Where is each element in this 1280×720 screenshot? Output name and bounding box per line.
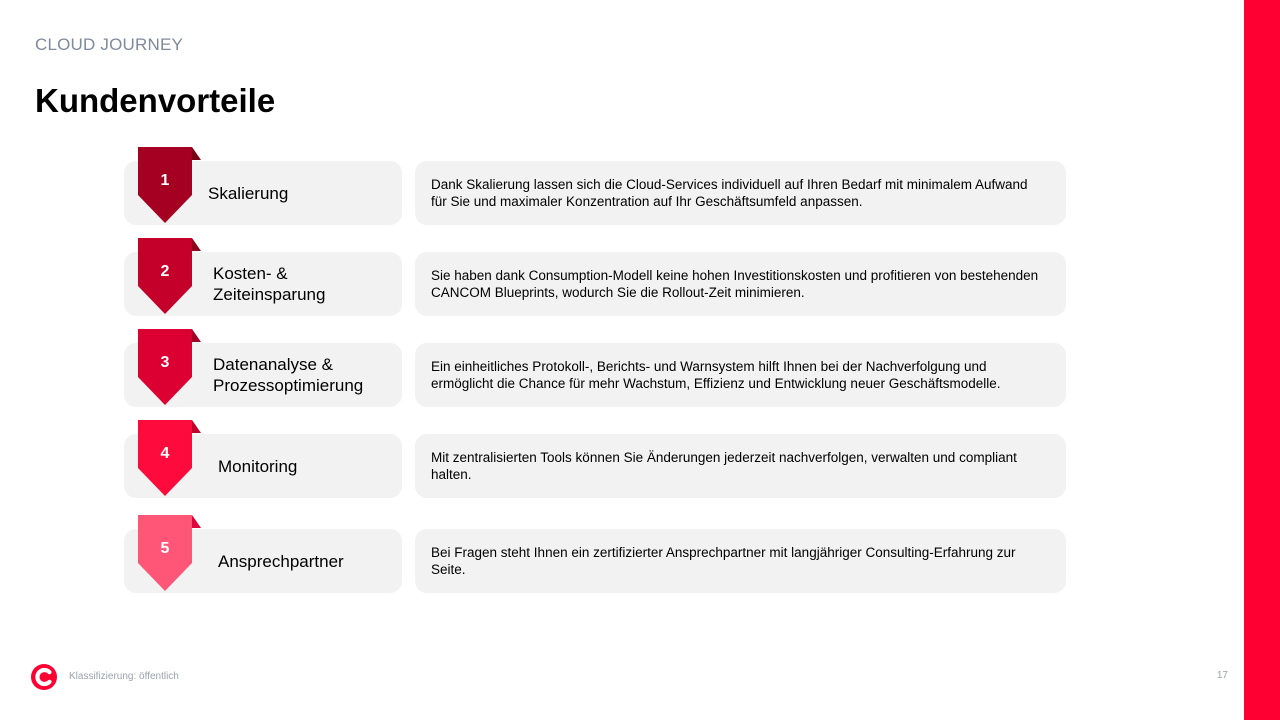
accent-side-bar: [1244, 0, 1280, 720]
benefit-row: [124, 252, 1066, 316]
benefit-description: Ein einheitliches Protokoll-, Berichts- und Warnsystem hilft Ihnen bei der Nachverfolgung und ermöglicht die Chance für mehr Wachstum, Effizienz und Entwicklung neuer Geschäftsmodelle.: [431, 359, 1001, 391]
section-subtitle: CLOUD JOURNEY: [35, 35, 184, 54]
cancom-logo-icon: [30, 663, 58, 691]
benefit-label: Datenanalyse & Prozessoptimierung: [213, 355, 364, 395]
benefit-description: Dank Skalierung lassen sich die Cloud-Services individuell auf Ihren Bedarf mit minimalem Aufwand für Sie und maximaler Konzentration auf Ihr Geschäftsumfeld anpassen.: [431, 177, 1028, 209]
benefit-row: [124, 343, 1066, 407]
page-title: Kundenvorteile: [35, 82, 276, 119]
benefit-description: Mit zentralisierten Tools können Sie Änderungen jederzeit nachverfolgen, verwalten und compliant halten.: [431, 450, 1017, 482]
benefit-number: 5: [160, 540, 170, 557]
benefit-label: Monitoring: [218, 456, 298, 476]
benefit-number: 1: [160, 172, 170, 189]
benefit-description-card: [415, 252, 1066, 316]
benefit-description-card: [415, 529, 1066, 593]
benefit-row: [124, 161, 1066, 225]
classification-label: Klassifizierung: öffentlich: [69, 671, 179, 682]
benefit-number: 2: [160, 263, 170, 280]
benefit-label: Kosten- & Zeiteinsparung: [213, 264, 326, 304]
benefit-description-card: [415, 161, 1066, 225]
benefit-description: Bei Fragen steht Ihnen ein zertifizierter Ansprechpartner mit langjähriger Consulting-Erfahrung zur Seite.: [431, 545, 1016, 577]
page-number: 17: [1216, 670, 1228, 681]
benefit-description-card: [415, 343, 1066, 407]
benefit-label: Ansprechpartner: [218, 551, 344, 571]
benefit-description-card: [415, 434, 1066, 498]
benefit-number: 4: [160, 445, 170, 462]
benefit-description: Sie haben dank Consumption-Modell keine hohen Investitionskosten und profitieren von bestehenden CANCOM Blueprints, wodurch Sie die Rollout-Zeit minimieren.: [431, 268, 1039, 300]
benefit-row: [124, 529, 1066, 593]
benefit-row: [124, 434, 1066, 498]
benefit-label: Skalierung: [208, 183, 289, 203]
benefit-number: 3: [160, 354, 170, 371]
